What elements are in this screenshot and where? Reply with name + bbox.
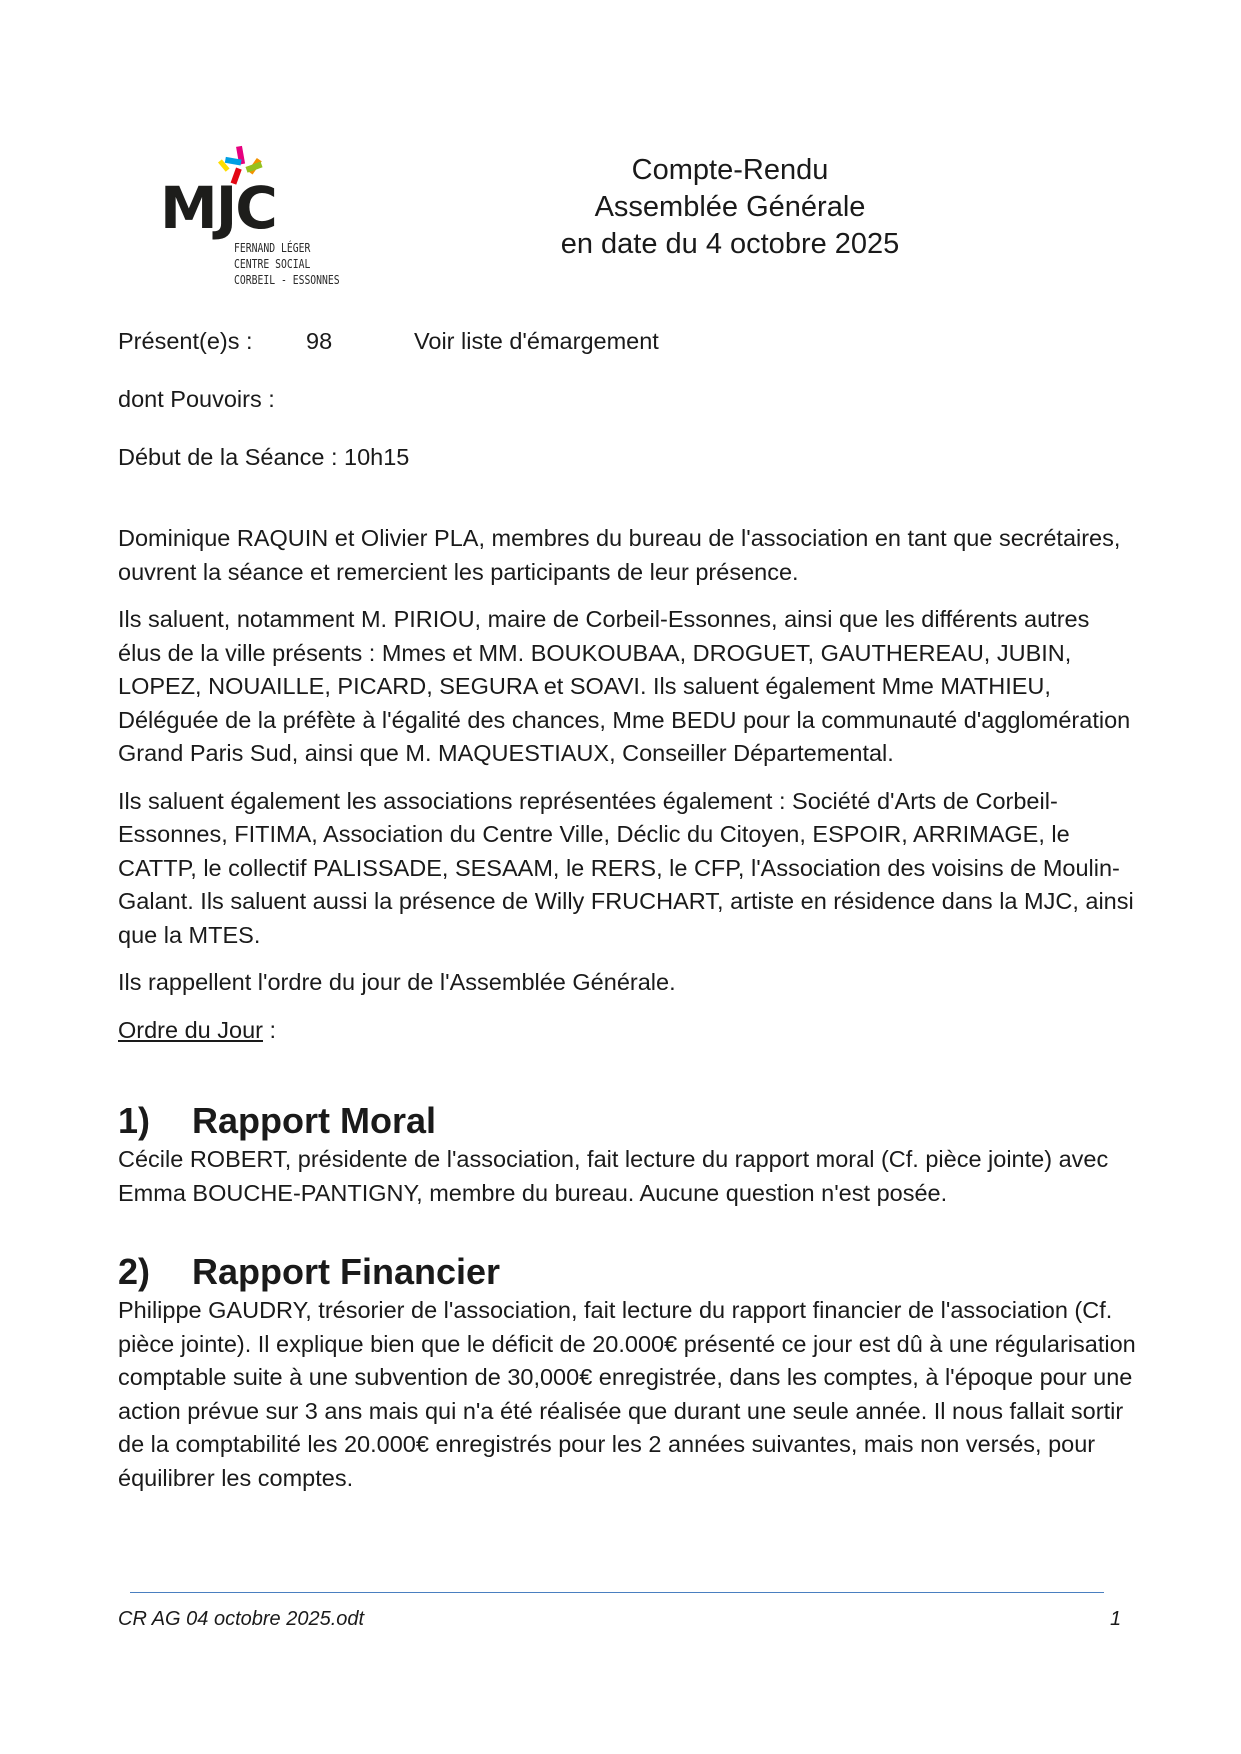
document-body <box>118 522 1138 1509</box>
section-number: 1) <box>118 1100 151 1141</box>
ordre-du-jour-label: Ordre du Jour <box>118 1016 263 1043</box>
paragraph-elus: Ils saluent, notamment M. PIRIOU, maire de Corbeil-Essonnes, ainsi que les différents autres élus de la ville présents : Mmes et MM. BOUKOUBAA, DROGUET, GAUTHEREAU, JUBIN, LOPEZ, NOUAILLE, PICARD, SEGURA et SOAVI. Ils saluent également Mme MATHIEU, Déléguée de la préfète à l'égalité des chances, Mme BEDU pour la communauté d'agglomération Grand Paris Sud, ainsi que M. MAQUESTIAUX, Conseiller Départemental. <box>118 606 1131 766</box>
section-number: 2) <box>118 1251 151 1292</box>
section-heading-1 <box>118 1099 1138 1143</box>
section-heading-2 <box>118 1250 1138 1294</box>
mjc-logo <box>160 144 340 304</box>
section-title: Rapport Moral <box>192 1100 437 1141</box>
logo-line-2: CENTRE SOCIAL <box>234 256 311 271</box>
presents-count: 98 <box>306 328 333 354</box>
presents-label: Présent(e)s : <box>118 328 253 354</box>
section-text-1: Cécile ROBERT, présidente de l'association, fait lecture du rapport moral (Cf. pièce jointe) avec Emma BOUCHE-PANTIGNY, membre du bureau. Aucune question n'est posée. <box>118 1146 1109 1206</box>
footer-filename: CR AG 04 octobre 2025.odt <box>118 1608 365 1630</box>
logo-mark: MJC <box>160 174 276 242</box>
logo-line-3: CORBEIL - ESSONNES <box>234 272 340 287</box>
logo-subtitle <box>234 240 340 288</box>
ordre-du-jour <box>118 1014 1138 1048</box>
debut-seance: Début de la Séance : 10h15 <box>118 444 410 470</box>
section-title: Rapport Financier <box>192 1251 501 1292</box>
logo-line-1: FERNAND LÉGER <box>234 240 311 255</box>
title-line-3: en date du 4 octobre 2025 <box>560 228 900 260</box>
paragraph-ordre-rappel: Ils rappellent l'ordre du jour de l'Assemblée Générale. <box>118 969 676 995</box>
section-text-2: Philippe GAUDRY, trésorier de l'association, fait lecture du rapport financier de l'association (Cf. pièce jointe). Il explique bien que le déficit de 20.000€ présenté ce jour est dû à une régularisation comptable suite à une subvention de 30,000€ enregistrée, dans les comptes, à l'époque pour une action prévue sur 3 ans mais qui n'a été réalisée que durant une seule année. Il nous fallait sortir de la comptabilité les 20.000€ enregistrés pour les 2 années suivantes, mais non versés, pour équilibrer les comptes. <box>118 1297 1136 1491</box>
paragraph-opening: Dominique RAQUIN et Olivier PLA, membres du bureau de l'association en tant que secrétaires, ouvrent la séance et remercient les participants de leur présence. <box>118 525 1121 585</box>
footer-divider <box>130 1592 1104 1593</box>
presents-note: Voir liste d'émargement <box>414 328 659 354</box>
paragraph-associations: Ils saluent également les associations représentées également : Société d'Arts de Corbeil-Essonnes, FITIMA, Association du Centre Ville, Déclic du Citoyen, ESPOIR, ARRIMAGE, le CATTP, le collectif PALISSADE, SESAAM, le RERS, le CFP, l'Association des voisins de Moulin-Galant. Ils saluent aussi la présence de Willy FRUCHART, artiste en résidence dans la MJC, ainsi que la MTES. <box>118 787 1134 948</box>
presents-row <box>118 328 253 355</box>
document-title <box>470 152 990 263</box>
pouvoirs-label: dont Pouvoirs : <box>118 386 275 412</box>
ordre-du-jour-suffix: : <box>262 1016 277 1043</box>
title-line-2: Assemblée Générale <box>594 191 866 223</box>
footer-page-number: 1 <box>1110 1608 1122 1630</box>
title-line-1: Compte-Rendu <box>631 154 829 186</box>
